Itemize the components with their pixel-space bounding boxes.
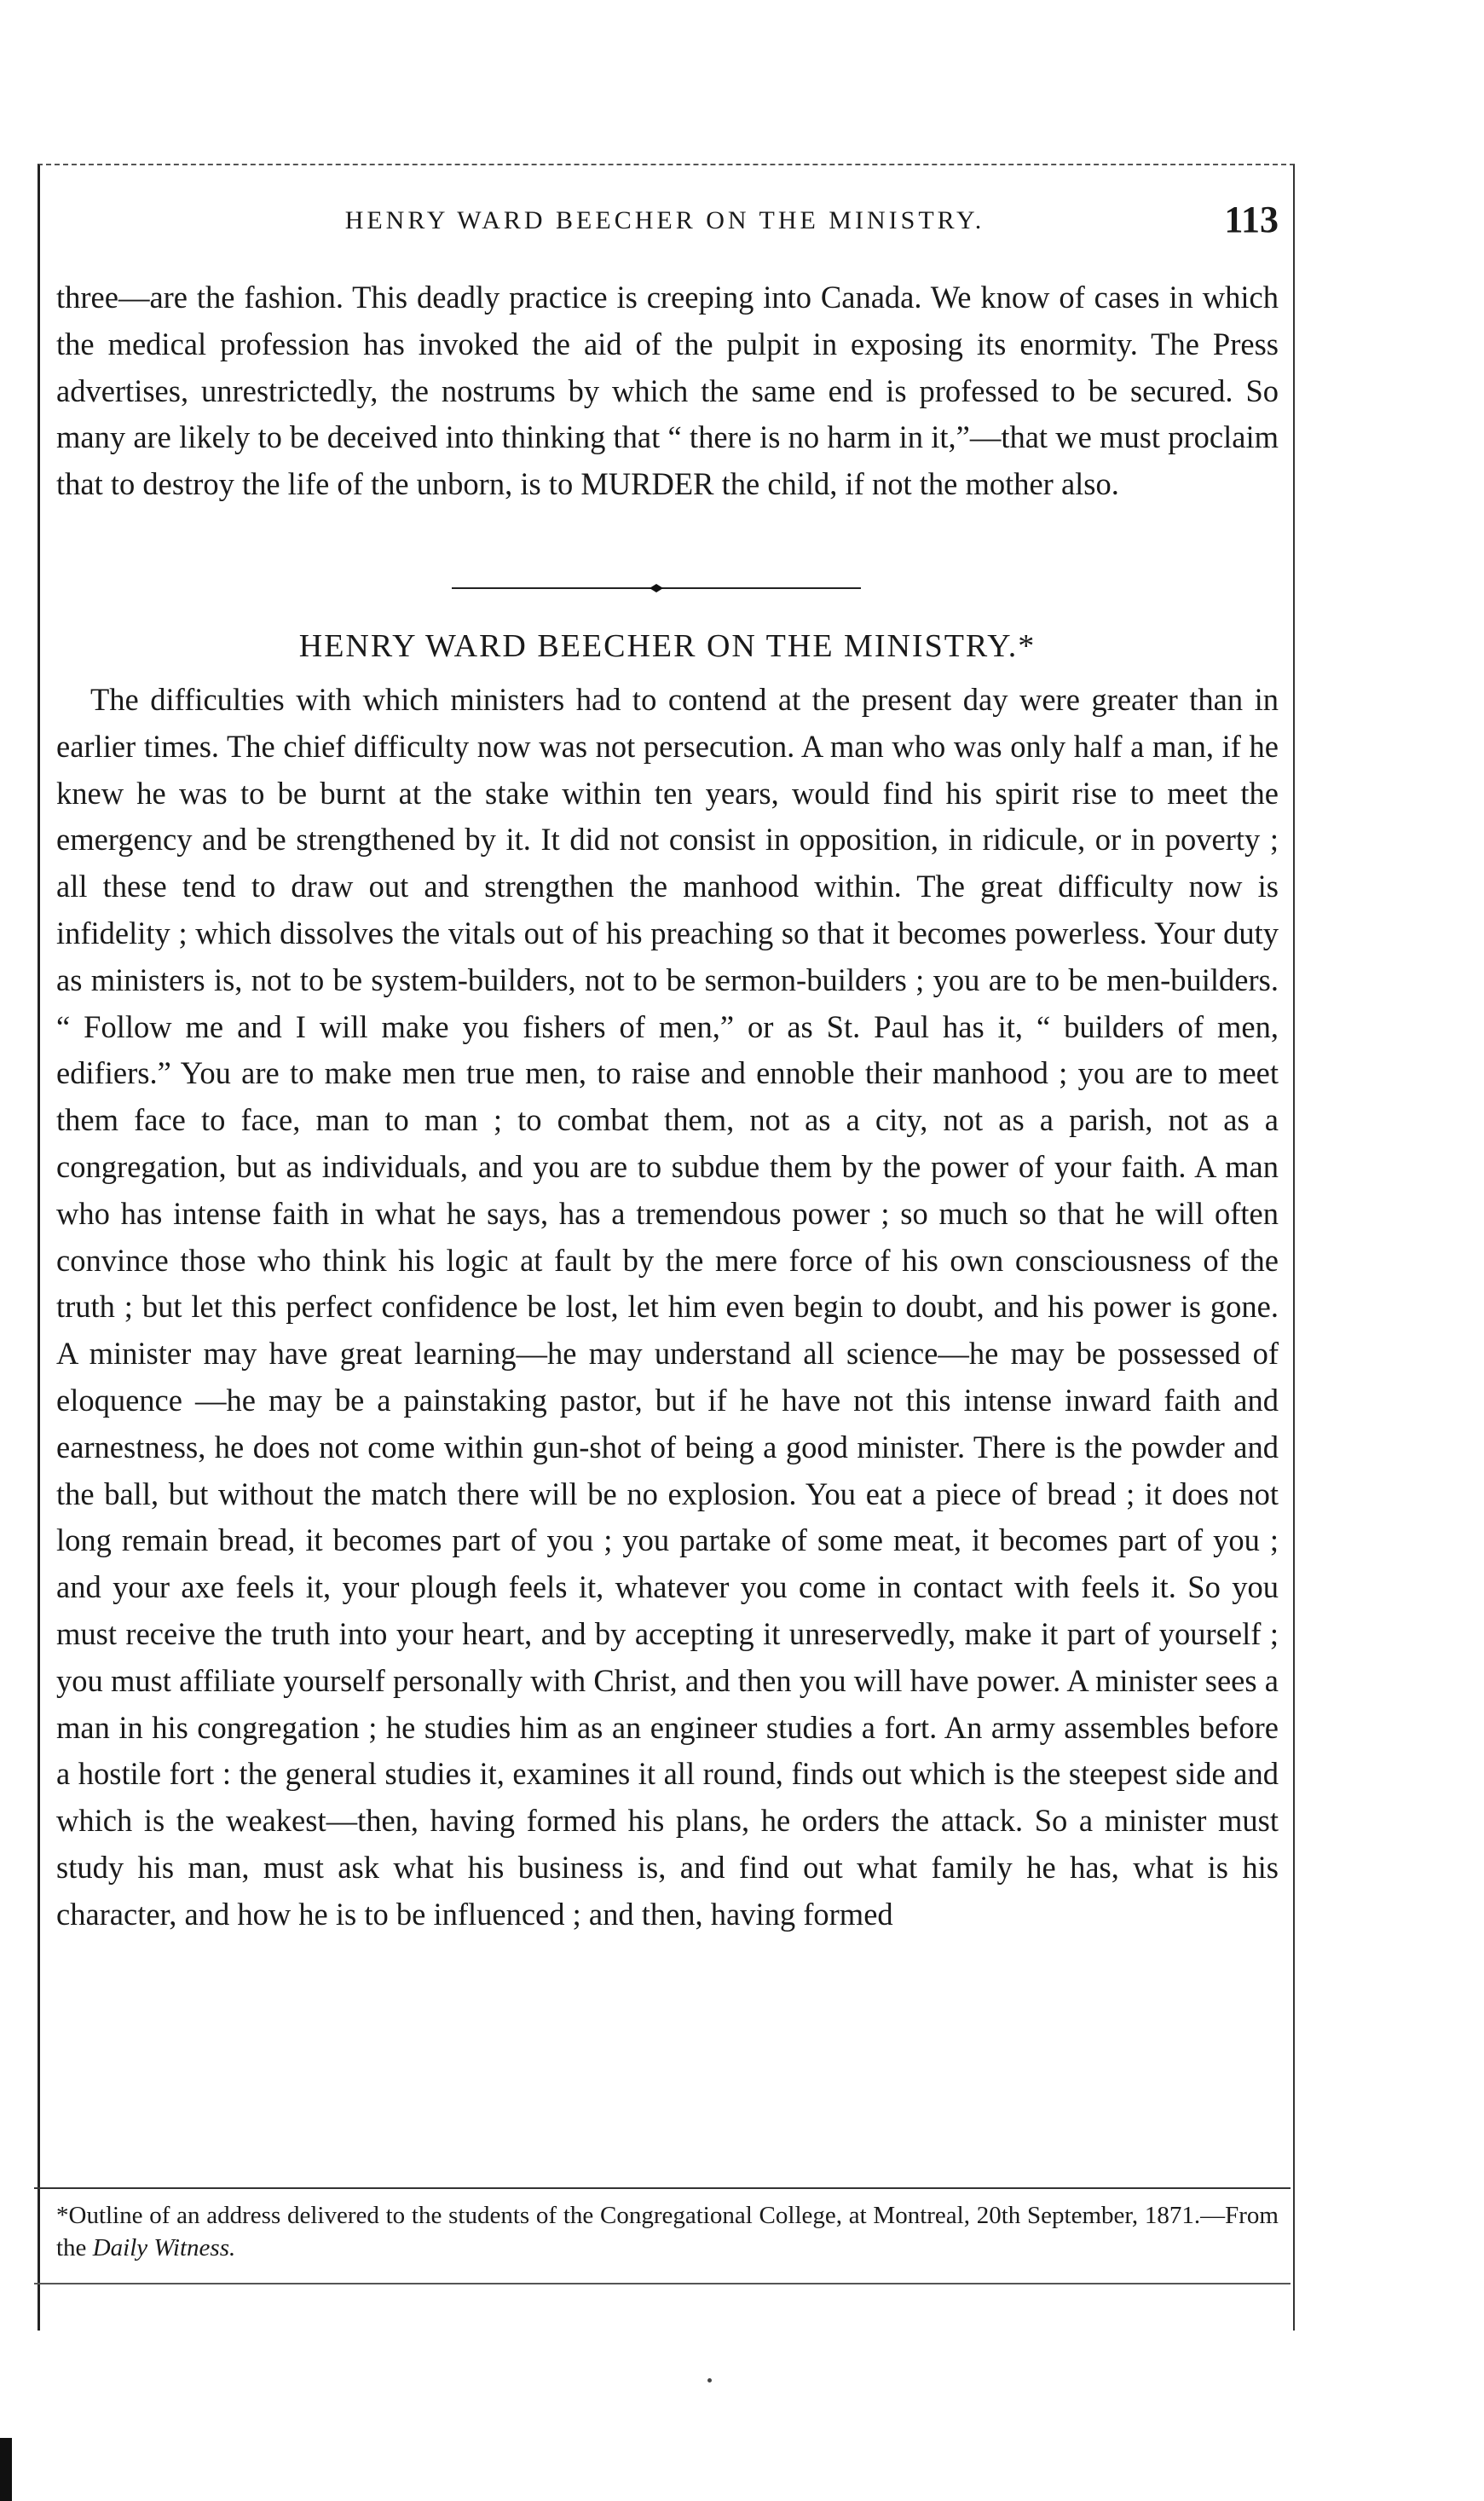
footnote-rule: [34, 2187, 1291, 2189]
footnote: [56, 2199, 1279, 2264]
scan-speck: [707, 2378, 712, 2383]
scan-edge-mark: [0, 2438, 12, 2501]
intro-paragraph-block: [56, 274, 1279, 508]
page-number: 113: [1224, 199, 1279, 240]
running-head: [51, 194, 1279, 245]
section-divider: [452, 583, 861, 593]
bottom-rule: [34, 2283, 1291, 2284]
intro-paragraph: three—are the fashion. This deadly practice is creeping into Canada. We know of cases in which the medical profession has invoked the aid of the pulpit in exposing its enormity. The Press advertises, unrestrictedly, the nostrums by which the same end is professed to be secured. So many are likely to be deceived into thinking that “ there is no harm in it,”—that we must proclaim that to destroy the life of the unborn, is to MURDER the child, if not the mother also.: [56, 280, 1279, 502]
ornament-icon: [631, 583, 682, 593]
footnote-source: Daily Witness.: [92, 2234, 236, 2261]
body-paragraph: The difficulties with which ministers had to contend at the present day were greater than in earlier times. The chief difficulty now was not persecution. A man who was only half a man, if he knew he was to be burnt at the stake within ten years, would find his spirit rise to meet the emergency and be strengthened by it. It did not consist in opposition, in ridicule, or in poverty ; all these tend to draw out and strengthen the manhood within. The great difficulty now is infidelity ; which dissolves the vitals out of his preaching so that it becomes powerless. Your duty as ministers is, not to be system-builders, not to be sermon-builders ; you are to be men-builders. “ Follow me and I will make you fishers of men,” or as St. Paul has it, “ builders of men, edifiers.” You are to make men true men, to raise and ennoble their manhood ; you are to meet them face to face, man to man ; to combat them, not as a city, not as a parish, not as a congregation, but as individuals, and you are to subdue them by the power of your faith. A man who has intense faith in what he says, has a tremendous power ; so much so that he will often convince those who think his logic at fault by the mere force of his own consciousness of the truth ; but let this perfect confidence be lost, let him even begin to doubt, and his power is gone. A minister may have great learning—he may understand all science—he may be possessed of eloquence —he may be a painstaking pastor, but if he have not this intense inward faith and earnestness, he does not come within gun-shot of being a good minister. There is the powder and the ball, but without the match there will be no explosion. You eat a piece of bread ; it does not long remain bread, it becomes part of you ; you partake of some meat, it becomes part of you ; and your axe feels it, your plough feels it, whatever you come in contact with feels it. So you must receive the truth into your heart, and by accepting it unreservedly, make it part of yourself ; you must affiliate yourself personally with Christ, and then you will have power. A minister sees a man in his congregation ; he studies him as an engineer studies a fort. An army assembles before a hostile fort : the general studies it, examines it all round, finds out which is the steepest side and which is the weakest—then, having formed his plans, he orders the attack. So a minister must study his man, must ask what his business is, and find out what family he has, what is his character, and how he is to be influenced ; and then, having formed: [56, 682, 1279, 1932]
article-body: [56, 677, 1279, 1938]
running-title: HENRY WARD BEECHER ON THE MINISTRY.: [344, 206, 985, 234]
footnote-text: *Outline of an address delivered to the students of the Congregational College, at Montreal, 20th September, 1871.—From the: [56, 2202, 1279, 2261]
section-title: HENRY WARD BEECHER ON THE MINISTRY.*: [298, 628, 1036, 664]
